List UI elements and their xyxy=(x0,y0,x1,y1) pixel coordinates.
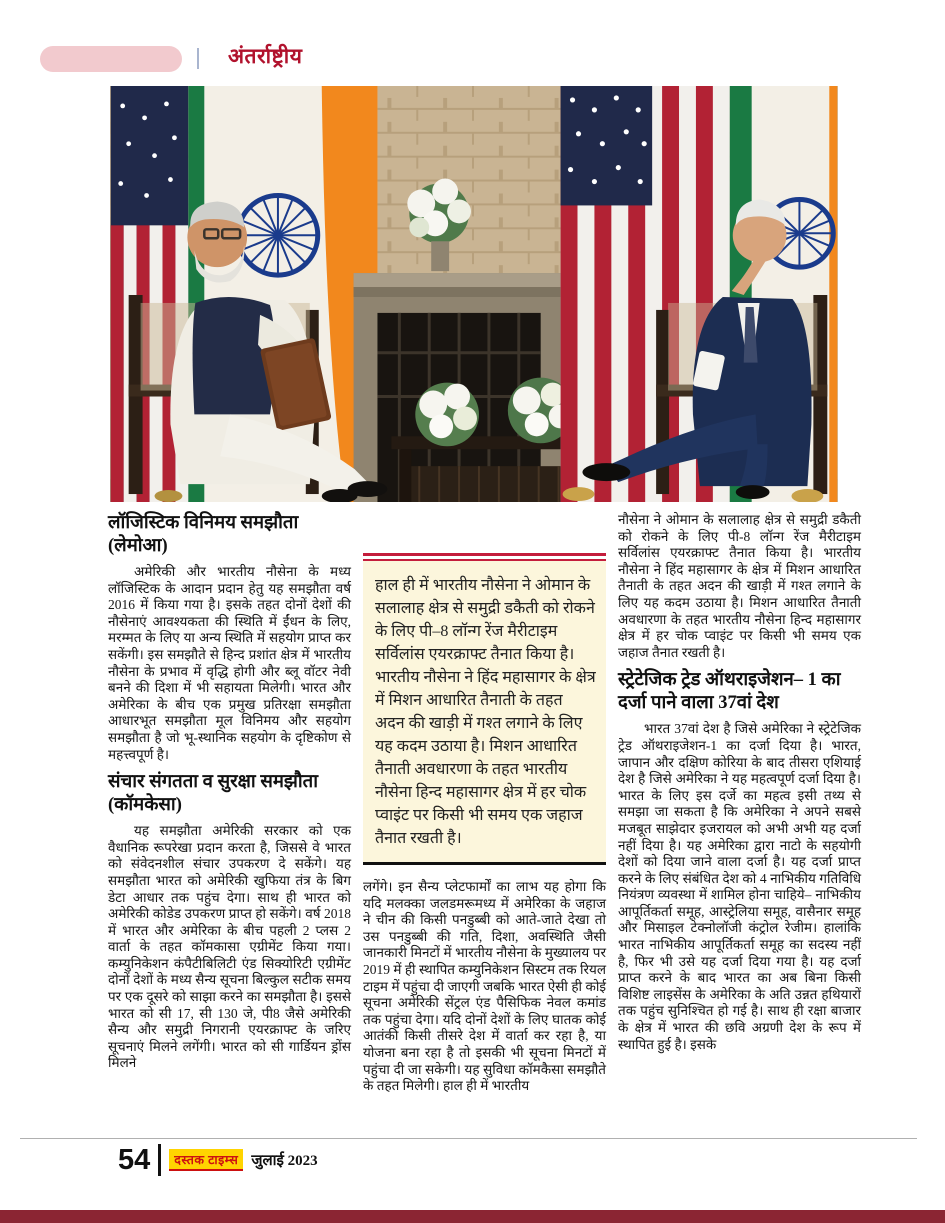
meeting-photo-illustration xyxy=(110,86,838,502)
article-body xyxy=(108,512,860,1140)
modi-biden-meeting-photo xyxy=(110,86,838,502)
para-navy-deployment: नौसेना ने ओमान के सलालाह क्षेत्र से समुद्री डकैती को रोकने के लिए पी-8 लॉन्ग रेंज मैरीटाइम सर्विलांस एयरक्राफ्ट तैनात किया है। भारतीय नौसेना ने हिंद महासागर के क्षेत्र में मिशन आधारित तैनाती के तहत अदन की खाड़ी में गश्त लगाने के लिए यह कदम उठाया है। मिशन आधारित तैनाती अवधारणा के तहत भारतीय नौसेना हिन्द महासागर क्षेत्र में हर चोक प्वाइंट पर किसी भी समय एक जहाज तैनात रखती है। xyxy=(618,512,861,660)
section-label: अंतर्राष्ट्रीय xyxy=(228,44,303,68)
heading-lemoa: लॉजिस्टिक विनिमय समझौता (लेमोआ) xyxy=(108,513,299,556)
issue-date: जुलाई 2023 xyxy=(251,1153,318,1169)
magazine-logo: दस्तक टाइम्स xyxy=(169,1149,243,1171)
footer-rule xyxy=(20,1138,917,1139)
page-number: 54 xyxy=(118,1144,151,1176)
column-3 xyxy=(618,512,861,1140)
page-footer xyxy=(118,1142,318,1178)
header-divider xyxy=(197,48,199,69)
masthead-blur xyxy=(40,46,182,72)
pullquote-rule-top xyxy=(363,553,606,556)
footer-divider xyxy=(158,1144,161,1176)
pullquote-box xyxy=(363,553,606,865)
pullquote-rule-bottom xyxy=(363,862,606,865)
para-sta1: भारत 37वां देश है जिसे अमेरिका ने स्ट्रेटेजिक ट्रेड ऑथराइजेशन-1 का दर्जा दिया है। भारत, जापान और दक्षिण कोरिया के बाद तीसरा एशियाई देश है जिसे अमेरिका ने यह महत्वपूर्ण दर्जा दिया है। भारत के लिए इस दर्जे का महत्व इसी तथ्य से समझा जा सकता है कि अमेरिका ने अपने सबसे मजबूत साझेदार इजरायल को अभी अभी यह दर्जा नहीं दिया है। यह अमेरिका द्वारा नाटो के सहयोगी देशों को दिया जाने वाला दर्जा है। यह दर्जा प्राप्त करने के लिए संबंधित देश को 4 नाभिकीय गतिविधि नियंत्रण व्यवस्था में शामिल होना चाहिये– नाभिकीय आपूर्तिकर्ता समूह, आस्ट्रेलिया समूह, वासैनार समूह और मिसाइल टेक्नोलॉजी कंट्रोल रेजीम। हालांकि भारत नाभिकीय आपूर्तिकर्ता समूह का सदस्य नहीं है, फिर भी उसे यह दर्जा दिया गया है। यह दर्जा प्राप्त करने के बाद भारत का अब बिना किसी विशिष्ट लाइसेंस के अमेरिका के अति उन्नत हथियारों तक पहुंच सुनिश्चित हो गई है। साथ ही रक्षा बाजार के क्षेत्र में भारत की छवि अग्रणी देश के रूप में स्थापित हुई है। इसके xyxy=(618,721,861,1052)
para-lemoa: अमेरिकी और भारतीय नौसेना के मध्य लॉजिस्टिक के आदान प्रदान हेतु यह समझौता वर्ष 2016 में किया गया है। इसके तहत दोनों देशों की नौसेनाएं आवश्यकता की स्थिति में ईंधन के लिए, मरम्मत के लिए या अन्य स्थिति में सहयोग प्राप्त कर सकेंगी। इस समझौते से हिन्द प्रशांत क्षेत्र में भारतीय नौसेना के प्रभाव में वृद्धि होगी और ब्लू वॉटर नेवी बनने की दिशा में भी सहायता मिलेगी। भारत और अमेरिका के बीच एक प्रमुख प्रतिरक्षा समझौता आधारभूत समझौता मूल विनिमय और सहयोग समझौता है जो भू-स्थानिक सहयोग के दृष्टिकोण से महत्त्वपूर्ण है। xyxy=(108,564,351,762)
pullquote-text: हाल ही में भारतीय नौसेना ने ओमान के सलालाह क्षेत्र से समुद्री डकैती को रोकने के लिए पी–8 लॉन्ग रेंज मैरीटाइम सर्विलांस एयरक्राफ्ट तैनात किया है। भारतीय नौसेना ने हिंद महासागर के क्षेत्र में मिशन आधारित तैनाती के तहत अदन की खाड़ी में गश्त लगाने के लिए यह कदम उठाया है। मिशन आधारित तैनाती अवधारणा के तहत भारतीय नौसेना हिन्द महासागर क्षेत्र में हर चोक प्वाइंट पर किसी भी समय एक जहाज तैनात रखती है। xyxy=(363,561,606,862)
para-comcasa: यह समझौता अमेरिकी सरकार को एक वैधानिक रूपरेखा प्रदान करता है, जिससे वे भारत को संवेदनशील संचार उपकरण दे सकेंगे। यह समझौता भारत को अमेरिकी खुफिया तंत्र के बिग डेटा आधार तक पहुंच देगा। साथ ही भारत को अमेरिकी कोडेड उपकरण प्राप्त हो सकेंगे। वर्ष 2018 में भारत और अमेरिका के बीच पहली 2 प्लस 2 वार्ता के तहत कॉमकासा एग्रीमेंट किया गया। कम्युनिकेशन कंपैटीबिलिटी एंड सिक्योरिटी एग्रीमेंट दोनों देशों के मध्य सैन्य सूचना बिल्कुल सटीक समय पर एक दूसरे को साझा करने का समझौता है। इससे भारत को सी 17, सी 130 जे, पी8 जैसे अमेरिकी सैन्य और समुद्री निगरानी एयरक्राफ्ट के जरिए सूचनाएं मिलने लगेंगी। भारत को सी गार्डियन ड्रोंस मिलने xyxy=(108,823,351,1071)
heading-sta1: स्ट्रेटेजिक ट्रेड ऑथराइजेशन– 1 का दर्जा पाने वाला 37वां देश xyxy=(618,670,841,714)
bottom-color-bar xyxy=(0,1210,945,1223)
heading-comcasa: संचार संगतता व सुरक्षा समझौता (कॉमकेसा) xyxy=(108,772,319,816)
column-1 xyxy=(108,512,351,1140)
column-2 xyxy=(363,512,606,1140)
page-header xyxy=(0,0,945,84)
para-continuation: लगेंगे। इन सैन्य प्लेटफार्मों का लाभ यह होगा कि यदि मलक्का जलडमरूमध्य में अमेरिका के जहाज ने चीन की किसी पनडुब्बी को आते-जाते देखा तो उस पनडुब्बी की गति, दिशा, अवस्थिति जैसी जानकारी मिनटों में भारतीय नौसेना के मुख्यालय पर 2019 में ही स्थापित कम्युनिकेशन सिस्टम तक रियल टाइम में पहुंचा दी जाएगी जबकि भारत ऐसी ही कोई सूचना अमेरिकी सेंट्रल एंड पैसिफिक नेवल कमांड तक पहुंचा देगा। यदि दोनों देशों के लिए घातक कोई आतंकी किसी तीसरे देश में वार्ता कर रहा है, या योजना बना रहा है तो इसकी भी सूचना मिनटों में पहुंचा दी जा सकेगी। यह सुविधा कॉमकैसा समझौते के तहत मिलेगी। हाल ही में भारतीय xyxy=(363,879,606,1094)
